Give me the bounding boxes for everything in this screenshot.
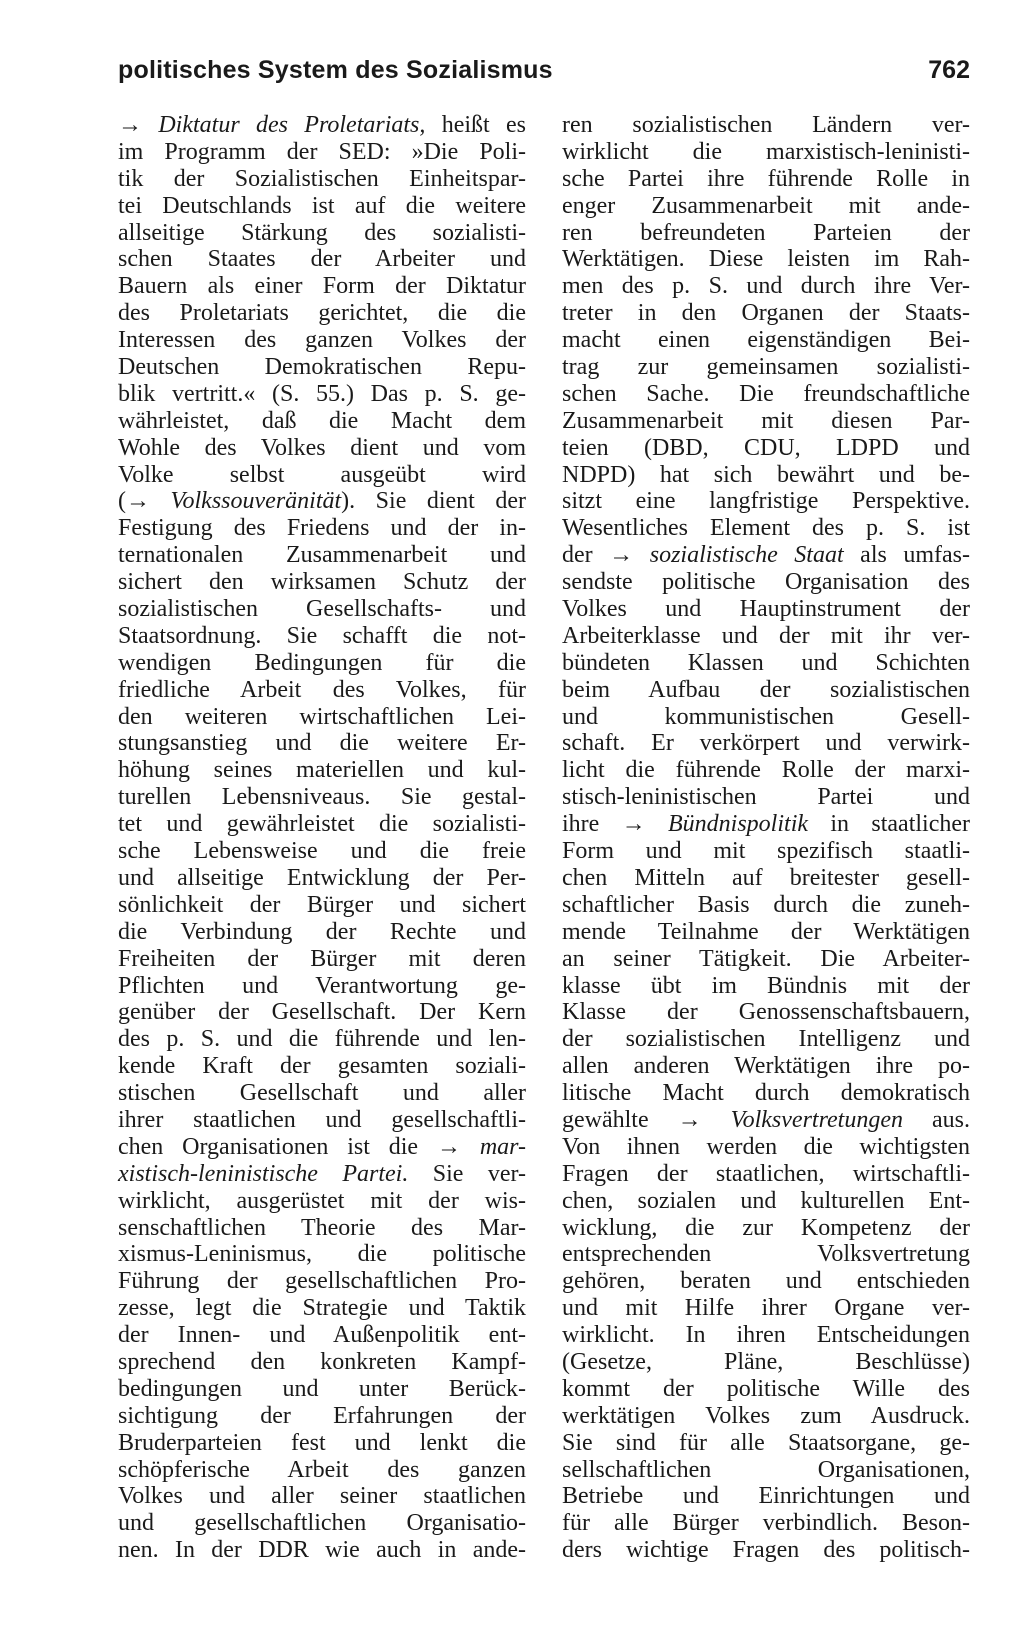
text-segment: des Proletariats gerichtet, die die bbox=[118, 300, 526, 327]
text-line bbox=[118, 193, 526, 220]
text-line bbox=[562, 811, 970, 838]
text-segment: schöpferische Arbeit des ganzen bbox=[118, 1456, 526, 1483]
text-line bbox=[118, 838, 526, 865]
text-line bbox=[562, 246, 970, 273]
text-segment: sichtigung der Erfahrungen der bbox=[118, 1402, 526, 1429]
text-segment: wirklicht, ausgerüstet mit der wis- bbox=[118, 1187, 526, 1214]
text-segment: Wesentliches Element des p. S. ist bbox=[562, 515, 970, 542]
text-segment: tet und gewährleistet die sozialisti- bbox=[118, 811, 526, 838]
text-line bbox=[118, 596, 526, 623]
text-line bbox=[562, 1403, 970, 1430]
text-segment: schen Sache. Die freundschaftliche bbox=[562, 380, 970, 407]
text-line bbox=[562, 1161, 970, 1188]
text-line bbox=[562, 1376, 970, 1403]
text-line bbox=[118, 892, 526, 919]
text-segment: ihrer staatlichen und gesellschaftli- bbox=[118, 1106, 526, 1133]
text-line bbox=[562, 408, 970, 435]
text-line bbox=[562, 462, 970, 489]
text-line bbox=[118, 1376, 526, 1403]
text-line bbox=[118, 139, 526, 166]
text-line bbox=[562, 596, 970, 623]
text-line bbox=[118, 999, 526, 1026]
text-line bbox=[562, 838, 970, 865]
text-line bbox=[562, 865, 970, 892]
text-segment: genüber der Gesellschaft. Der Kern bbox=[118, 999, 526, 1026]
text-segment: nen. In der DDR wie auch in ande- bbox=[118, 1537, 526, 1564]
text-segment: aus. bbox=[903, 1106, 970, 1133]
text-line bbox=[562, 650, 970, 677]
text-line bbox=[562, 1134, 970, 1161]
text-line bbox=[118, 1349, 526, 1376]
text-line bbox=[562, 139, 970, 166]
text-line bbox=[118, 462, 526, 489]
text-line bbox=[562, 892, 970, 919]
running-title: politisches System des Sozialismus bbox=[118, 56, 553, 84]
text-segment: Zusammenarbeit mit diesen Par- bbox=[562, 407, 970, 434]
text-segment: → bbox=[118, 112, 159, 138]
text-segment: für alle Bürger verbindlich. Beson- bbox=[562, 1510, 970, 1537]
text-line bbox=[118, 515, 526, 542]
text-segment: beim Aufbau der sozialistischen bbox=[562, 676, 970, 703]
text-segment: sche Partei ihre führende Rolle in bbox=[562, 165, 970, 192]
text-line bbox=[118, 865, 526, 892]
text-segment: litische Macht durch demokratisch bbox=[562, 1080, 970, 1107]
text-segment: Volkes und Hauptinstrument der bbox=[562, 596, 970, 623]
text-line bbox=[562, 919, 970, 946]
text-line bbox=[562, 435, 970, 462]
text-line bbox=[562, 327, 970, 354]
text-line bbox=[562, 1053, 970, 1080]
text-line bbox=[118, 919, 526, 946]
text-line bbox=[118, 811, 526, 838]
text-segment: gehören, beraten und entschieden bbox=[562, 1268, 970, 1295]
text-line bbox=[562, 730, 970, 757]
text-line bbox=[118, 650, 526, 677]
text-segment: Deutschen Demokratischen Repu- bbox=[118, 354, 526, 381]
text-segment: ders wichtige Fragen des politisch- bbox=[562, 1537, 970, 1564]
text-line bbox=[118, 354, 526, 381]
text-segment: licht die führende Rolle der marxi- bbox=[562, 757, 970, 784]
text-segment: Sie sind für alle Staatsorgane, ge- bbox=[562, 1429, 970, 1456]
text-segment: sichert den wirksamen Schutz der bbox=[118, 569, 526, 596]
text-line bbox=[562, 1322, 970, 1349]
text-segment: der sozialistischen Intelligenz und bbox=[562, 1026, 970, 1053]
text-line bbox=[118, 677, 526, 704]
text-segment: stischen Gesellschaft und aller bbox=[118, 1080, 526, 1107]
page-number: 762 bbox=[928, 56, 970, 84]
text-line bbox=[118, 1457, 526, 1484]
cross-reference: mar- bbox=[479, 1133, 526, 1160]
text-line bbox=[118, 1026, 526, 1053]
text-line bbox=[118, 381, 526, 408]
text-segment: chen Mitteln auf breitester gesell- bbox=[562, 864, 970, 891]
text-segment: sprechend den konkreten Kampf- bbox=[118, 1348, 526, 1375]
text-line bbox=[118, 1161, 526, 1188]
text-segment: sendste politische Organisation des bbox=[562, 569, 970, 596]
text-segment: und mit Hilfe ihrer Organe ver- bbox=[562, 1295, 970, 1322]
text-segment: zesse, legt die Strategie und Taktik bbox=[118, 1295, 526, 1322]
text-segment: stungsanstieg und die weitere Er- bbox=[118, 730, 526, 757]
text-segment: schen Staates der Arbeiter und bbox=[118, 246, 526, 273]
text-line bbox=[562, 1349, 970, 1376]
text-segment: sönlichkeit der Bürger und sichert bbox=[118, 891, 526, 918]
text-segment: heißt es bbox=[425, 112, 527, 138]
text-segment: turellen Lebensniveaus. Sie gestal- bbox=[118, 784, 526, 811]
text-segment: Werktätigen. Diese leisten im Rah- bbox=[562, 246, 970, 273]
text-line bbox=[118, 757, 526, 784]
text-line bbox=[118, 1107, 526, 1134]
text-segment: (Gesetze, Pläne, Beschlüsse) bbox=[562, 1348, 970, 1375]
text-segment: enger Zusammenarbeit mit ande- bbox=[562, 192, 970, 219]
text-line bbox=[562, 542, 970, 569]
cross-reference: sozialistische Staat bbox=[649, 542, 844, 569]
text-segment: macht einen eigenständigen Bei- bbox=[562, 327, 970, 354]
text-segment: (→ bbox=[118, 488, 171, 515]
text-line bbox=[562, 1268, 970, 1295]
text-line bbox=[118, 1053, 526, 1080]
text-segment: der Innen- und Außenpolitik ent- bbox=[118, 1322, 526, 1349]
cross-reference: Volkssouveränität bbox=[170, 488, 342, 515]
text-segment: kende Kraft der gesamten soziali- bbox=[118, 1053, 526, 1080]
text-segment: ihre → bbox=[562, 811, 669, 838]
text-segment: ternationalen Zusammenarbeit und bbox=[118, 542, 526, 569]
text-line bbox=[118, 166, 526, 193]
text-line bbox=[562, 220, 970, 247]
text-segment: senschaftlichen Theorie des Mar- bbox=[118, 1214, 526, 1241]
text-segment: chen, sozialen und kulturellen Ent- bbox=[562, 1187, 970, 1214]
text-line bbox=[118, 1080, 526, 1107]
text-segment: Bruderparteien fest und lenkt die bbox=[118, 1429, 526, 1456]
text-segment: sozialistischen Gesellschafts- und bbox=[118, 596, 526, 623]
text-segment: men des p. S. und durch ihre Ver- bbox=[562, 273, 970, 300]
text-line bbox=[118, 488, 526, 515]
text-line bbox=[118, 704, 526, 731]
text-segment: bedingungen und unter Berück- bbox=[118, 1375, 526, 1402]
text-segment: Betriebe und Einrichtungen und bbox=[562, 1483, 970, 1510]
text-line bbox=[118, 623, 526, 650]
text-line bbox=[118, 1268, 526, 1295]
text-line bbox=[562, 677, 970, 704]
text-segment: Staatsordnung. Sie schafft die not- bbox=[118, 622, 526, 649]
text-segment: im Programm der SED: »Die Poli- bbox=[118, 138, 526, 165]
text-segment: Festigung des Friedens und der in- bbox=[118, 515, 526, 542]
text-line bbox=[118, 300, 526, 327]
text-line bbox=[562, 623, 970, 650]
text-segment: Interessen des ganzen Volkes der bbox=[118, 327, 526, 354]
text-line bbox=[562, 515, 970, 542]
text-line bbox=[118, 327, 526, 354]
text-segment: des p. S. und die führende und len- bbox=[118, 1026, 526, 1053]
text-segment: allen anderen Werktätigen ihre po- bbox=[562, 1053, 970, 1080]
text-line bbox=[118, 1134, 526, 1161]
text-line bbox=[118, 1510, 526, 1537]
text-segment: wirklicht. In ihren Entscheidungen bbox=[562, 1322, 970, 1349]
text-segment: Führung der gesellschaftlichen Pro- bbox=[118, 1268, 526, 1295]
text-segment: werktätigen Volkes zum Ausdruck. bbox=[562, 1402, 970, 1429]
text-line bbox=[562, 569, 970, 596]
text-line bbox=[562, 112, 970, 139]
left-text-column bbox=[118, 112, 526, 1564]
cross-reference: Bündnispolitik bbox=[668, 811, 809, 838]
text-segment: Volke selbst ausgeübt wird bbox=[118, 461, 526, 488]
text-line bbox=[562, 757, 970, 784]
text-line bbox=[562, 946, 970, 973]
text-segment: chen Organisationen ist die → bbox=[118, 1133, 480, 1160]
text-segment: schaft. Er verkörpert und verwirk- bbox=[562, 730, 970, 757]
text-segment: allseitige Stärkung des sozialisti- bbox=[118, 219, 526, 246]
text-line bbox=[118, 435, 526, 462]
text-segment: die Verbindung der Rechte und bbox=[118, 918, 526, 945]
text-segment: und allseitige Entwicklung der Per- bbox=[118, 864, 526, 891]
text-segment: Bauern als einer Form der Diktatur bbox=[118, 273, 526, 300]
text-segment: sellschaftlichen Organisationen, bbox=[562, 1456, 970, 1483]
text-segment: klasse übt im Bündnis mit der bbox=[562, 972, 970, 999]
text-segment: NDPD) hat sich bewährt und be- bbox=[562, 461, 970, 488]
text-segment: treter in den Organen der Staats- bbox=[562, 300, 970, 327]
text-segment: bündeten Klassen und Schichten bbox=[562, 649, 970, 676]
text-line bbox=[118, 1322, 526, 1349]
text-line bbox=[118, 569, 526, 596]
text-segment: Pflichten und Verantwortung ge- bbox=[118, 972, 526, 999]
text-segment: Fragen der staatlichen, wirtschaftli- bbox=[562, 1160, 970, 1187]
text-segment: teien (DBD, CDU, LDPD und bbox=[562, 434, 970, 461]
cross-reference: xistisch-leninistische Partei. bbox=[118, 1160, 409, 1187]
text-line bbox=[118, 408, 526, 435]
text-segment: höhung seines materiellen und kul- bbox=[118, 757, 526, 784]
text-line bbox=[562, 973, 970, 1000]
text-segment: ren befreundeten Parteien der bbox=[562, 219, 970, 246]
text-line bbox=[562, 354, 970, 381]
text-segment: sitzt eine langfristige Perspektive. bbox=[562, 488, 970, 515]
text-line bbox=[118, 1241, 526, 1268]
text-segment: sche Lebensweise und die freie bbox=[118, 838, 526, 865]
text-line bbox=[562, 1215, 970, 1242]
text-segment: den weiteren wirtschaftlichen Lei- bbox=[118, 703, 526, 730]
text-segment: Von ihnen werden die wichtigsten bbox=[562, 1133, 970, 1160]
text-segment: wicklung, die zur Kompetenz der bbox=[562, 1214, 970, 1241]
text-segment: mende Teilnahme der Werktätigen bbox=[562, 918, 970, 945]
text-line bbox=[118, 542, 526, 569]
text-line bbox=[562, 381, 970, 408]
text-segment: als umfas- bbox=[843, 542, 971, 569]
text-line bbox=[118, 784, 526, 811]
text-line bbox=[562, 1430, 970, 1457]
text-segment: schaftlicher Basis durch die zuneh- bbox=[562, 891, 970, 918]
text-segment: wendigen Bedingungen für die bbox=[118, 649, 526, 676]
text-segment: tik der Sozialistischen Einheitspar- bbox=[118, 165, 526, 192]
cross-reference: Diktatur des Proletariats, bbox=[158, 112, 426, 138]
text-line bbox=[562, 784, 970, 811]
text-line bbox=[118, 112, 526, 139]
text-line bbox=[562, 999, 970, 1026]
text-line bbox=[118, 220, 526, 247]
text-line bbox=[118, 1483, 526, 1510]
text-line bbox=[118, 1295, 526, 1322]
text-line bbox=[118, 1430, 526, 1457]
text-segment: Volkes und aller seiner staatlichen bbox=[118, 1483, 526, 1510]
text-segment: stisch-leninistischen Partei und bbox=[562, 784, 970, 811]
text-line bbox=[118, 1403, 526, 1430]
text-segment: ). Sie dient der bbox=[341, 488, 526, 515]
text-line bbox=[562, 300, 970, 327]
text-segment: kommt der politische Wille des bbox=[562, 1375, 970, 1402]
text-segment: xismus-Leninismus, die politische bbox=[118, 1241, 526, 1268]
text-line bbox=[118, 1215, 526, 1242]
text-segment: Form und mit spezifisch staatli- bbox=[562, 838, 970, 865]
text-line bbox=[118, 946, 526, 973]
text-line bbox=[562, 1026, 970, 1053]
text-line bbox=[562, 704, 970, 731]
text-segment: ren sozialistischen Ländern ver- bbox=[562, 112, 970, 138]
text-line bbox=[562, 1537, 970, 1564]
text-segment: gewählte → bbox=[562, 1106, 731, 1133]
text-segment: währleistet, daß die Macht dem bbox=[118, 407, 526, 434]
text-line bbox=[118, 246, 526, 273]
text-segment: und gesellschaftlichen Organisatio- bbox=[118, 1510, 526, 1537]
text-line bbox=[562, 193, 970, 220]
text-line bbox=[118, 730, 526, 757]
text-line bbox=[118, 1537, 526, 1564]
text-line bbox=[562, 1080, 970, 1107]
text-line bbox=[118, 273, 526, 300]
text-segment: und kommunistischen Gesell- bbox=[562, 703, 970, 730]
text-segment: friedliche Arbeit des Volkes, für bbox=[118, 676, 526, 703]
right-text-column bbox=[562, 112, 970, 1564]
text-line bbox=[562, 488, 970, 515]
page-header bbox=[118, 56, 970, 96]
cross-reference: Volksvertretungen bbox=[730, 1106, 904, 1133]
text-segment: trag zur gemeinsamen sozialisti- bbox=[562, 354, 970, 381]
text-segment: wirklicht die marxistisch-leninisti- bbox=[562, 138, 970, 165]
text-segment: Klasse der Genossenschaftsbauern, bbox=[562, 999, 970, 1026]
text-line bbox=[562, 1107, 970, 1134]
text-line bbox=[118, 973, 526, 1000]
text-segment: Freiheiten der Bürger mit deren bbox=[118, 945, 526, 972]
text-segment: entsprechenden Volksvertretung bbox=[562, 1241, 970, 1268]
text-line bbox=[562, 1510, 970, 1537]
text-segment: an seiner Tätigkeit. Die Arbeiter- bbox=[562, 945, 970, 972]
text-line bbox=[562, 1241, 970, 1268]
text-segment: blik vertritt.« (S. 55.) Das p. S. ge- bbox=[118, 380, 526, 407]
text-segment: tei Deutschlands ist auf die weitere bbox=[118, 192, 526, 219]
text-line bbox=[118, 1188, 526, 1215]
text-segment: der → bbox=[562, 542, 650, 569]
text-line bbox=[562, 1188, 970, 1215]
text-line bbox=[562, 166, 970, 193]
text-line bbox=[562, 273, 970, 300]
text-segment: Arbeiterklasse und der mit ihr ver- bbox=[562, 622, 970, 649]
text-segment: Wohle des Volkes dient und vom bbox=[118, 434, 526, 461]
text-line bbox=[562, 1457, 970, 1484]
text-line bbox=[562, 1483, 970, 1510]
text-line bbox=[562, 1295, 970, 1322]
text-segment: Sie ver- bbox=[408, 1160, 526, 1187]
text-segment: in staatlicher bbox=[808, 811, 970, 838]
